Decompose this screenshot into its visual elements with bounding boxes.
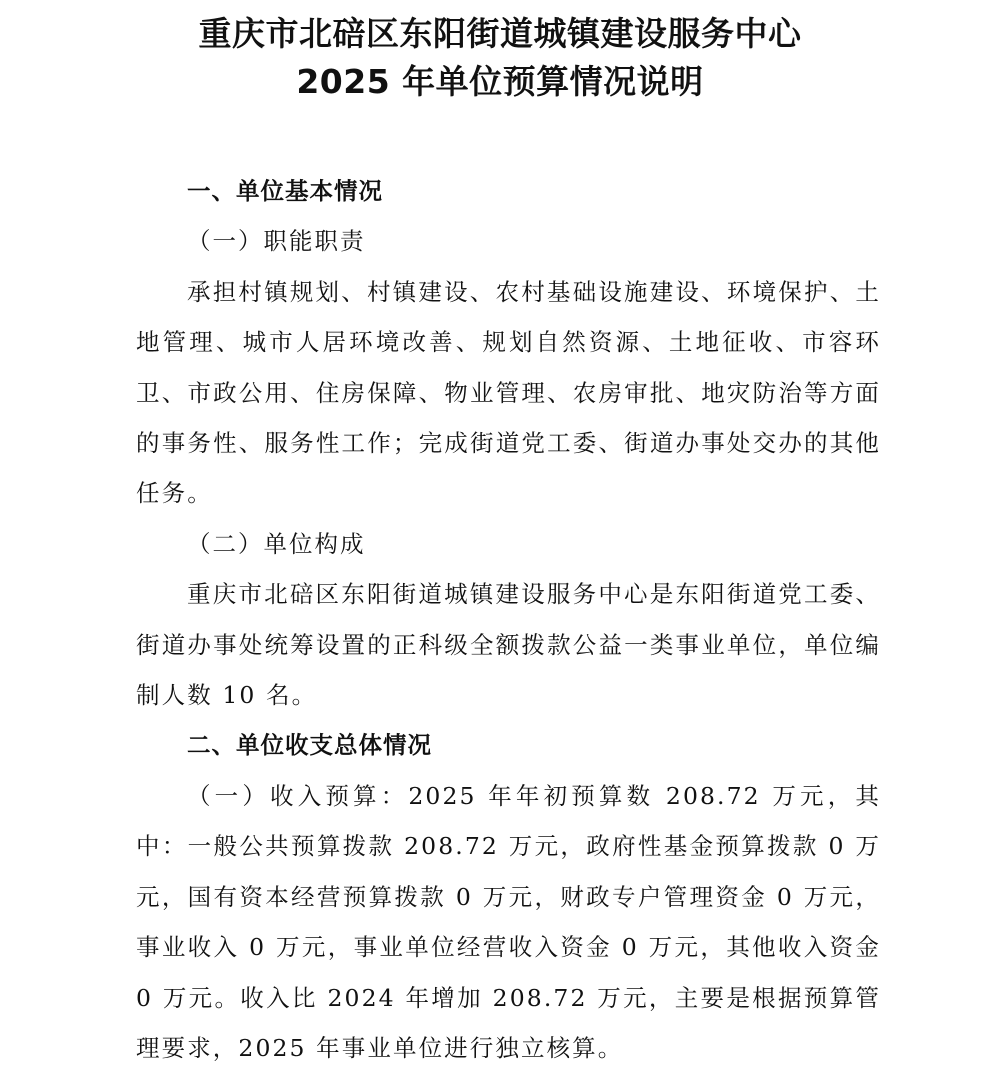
document-title-line1: 重庆市北碚区东阳街道城镇建设服务中心 [198,14,802,53]
document-title-line2: 2025 年单位预算情况说明 [296,62,704,101]
paragraph-functions: 承担村镇规划、村镇建设、农村基础设施建设、环境保护、土地管理、城市人居环境改善、规划自然资源、土地征收、市容环卫、市政公用、住房保障、物业管理、农房审批、地灾防治等方面的事务性、服务性工作；完成街道党工委、街道办事处交办的其他任务。 [136,277,881,508]
paragraph-income-budget: （一）收入预算：2025 年年初预算数 208.72 万元，其中：一般公共预算拨款 208.72 万元，政府性基金预算拨款 0 万元，国有资本经营预算拨款 0 万元，财政专户管理资金 0 万元，事业收入 0 万元，事业单位经营收入资金 0 万元，其他收入资金 0 万元。收入比 2024 年增加 208.72 万元，主要是根据预算管理要求，2025 年事业单位进行独立核算。 [136,781,881,1062]
section-heading-budget-overview: 二、单位收支总体情况 [187,731,432,760]
section-heading-basic-info: 一、单位基本情况 [187,177,383,205]
subsection-heading-functions: （一）职能职责 [187,227,366,256]
document-body [136,166,881,1073]
subsection-heading-composition: （二）单位构成 [187,529,366,558]
paragraph-composition: 重庆市北碚区东阳街道城镇建设服务中心是东阳街道党工委、街道办事处统筹设置的正科级全额拨款公益一类事业单位，单位编制人数 10 名。 [136,580,881,710]
